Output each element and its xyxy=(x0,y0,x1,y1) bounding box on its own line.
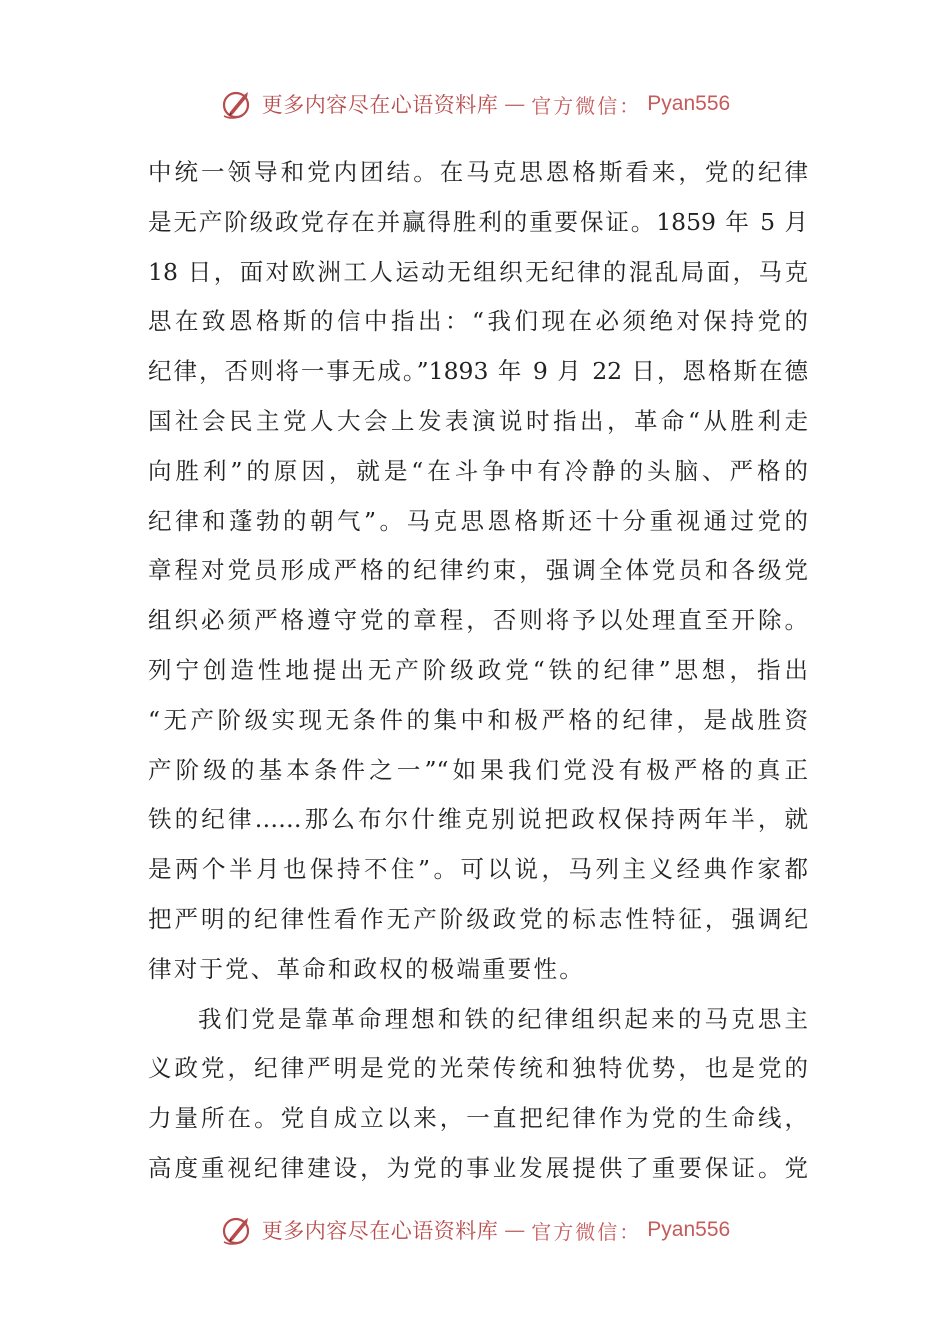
text-line: 国社会民主党人大会上发表演说时指出，革命“从胜利走 xyxy=(148,406,808,435)
text-line: 向胜利”的原因，就是“在斗争中有冷静的头脑、严格的 xyxy=(148,456,808,485)
pen-logo-icon xyxy=(220,1212,256,1248)
text-line: 思在致恩格斯的信中指出：“我们现在必须绝对保持党的 xyxy=(148,307,808,336)
text-line: “无产阶级实现无条件的集中和极严格的纪律，是战胜资 xyxy=(148,705,808,734)
text-line-paragraph-end: 律对于党、革命和政权的极端重要性。 xyxy=(148,954,585,983)
text-line: 18 日，面对欧洲工人运动无组织无纪律的混乱局面，马克 xyxy=(148,257,808,286)
text-line: 中统一领导和党内团结。在马克思恩格斯看来，党的纪律 xyxy=(148,158,808,186)
header-separator: — xyxy=(504,92,526,116)
text-line: 纪律和蓬勃的朝气”。马克思恩格斯还十分重视通过党的 xyxy=(148,506,808,535)
pen-logo-icon xyxy=(220,86,256,122)
body-text xyxy=(148,148,808,1194)
text-line: 力量所在。党自成立以来，一直把纪律作为党的生命线， xyxy=(148,1104,808,1133)
footer-promo-text: 更多内容尽在心语资料库 xyxy=(261,1219,499,1243)
text-line: 义政党，纪律严明是党的光荣传统和独特优势，也是党的 xyxy=(148,1054,808,1083)
text-line: 产阶级的基本条件之一”“如果我们党没有极严格的真正 xyxy=(148,755,808,784)
header-banner xyxy=(0,84,950,124)
text-line: 列宁创造性地提出无产阶级政党“铁的纪律”思想，指出 xyxy=(148,655,808,684)
text-line: 纪律，否则将一事无成。”1893 年 9 月 22 日，恩格斯在德 xyxy=(148,357,808,386)
text-line: 是无产阶级政党存在并赢得胜利的重要保证。1859 年 5 月 xyxy=(148,207,808,236)
footer-wechat-id: Pyan556 xyxy=(647,1218,731,1241)
text-line: 章程对党员形成严格的纪律约束，强调全体党员和各级党 xyxy=(148,556,808,585)
footer-wechat-label: 官方微信： xyxy=(531,1219,642,1244)
header-wechat-label: 官方微信： xyxy=(531,93,642,118)
text-line: 把严明的纪律性看作无产阶级政党的标志性特征，强调纪 xyxy=(148,904,808,933)
footer-separator: — xyxy=(504,1218,526,1242)
text-line: 高度重视纪律建设，为党的事业发展提供了重要保证。党 xyxy=(148,1153,808,1182)
text-line: 组织必须严格遵守党的章程，否则将予以处理直至开除。 xyxy=(148,606,808,635)
header-wechat-id: Pyan556 xyxy=(647,92,731,115)
text-line-paragraph-start: 我们党是靠革命理想和铁的纪律组织起来的马克思主 xyxy=(198,1004,808,1033)
footer-banner xyxy=(0,1210,950,1250)
text-line: 是两个半月也保持不住”。可以说，马列主义经典作家都 xyxy=(148,855,808,884)
header-promo-text: 更多内容尽在心语资料库 xyxy=(261,93,499,117)
text-line: 铁的纪律……那么布尔什维克别说把政权保持两年半，就 xyxy=(148,805,808,834)
